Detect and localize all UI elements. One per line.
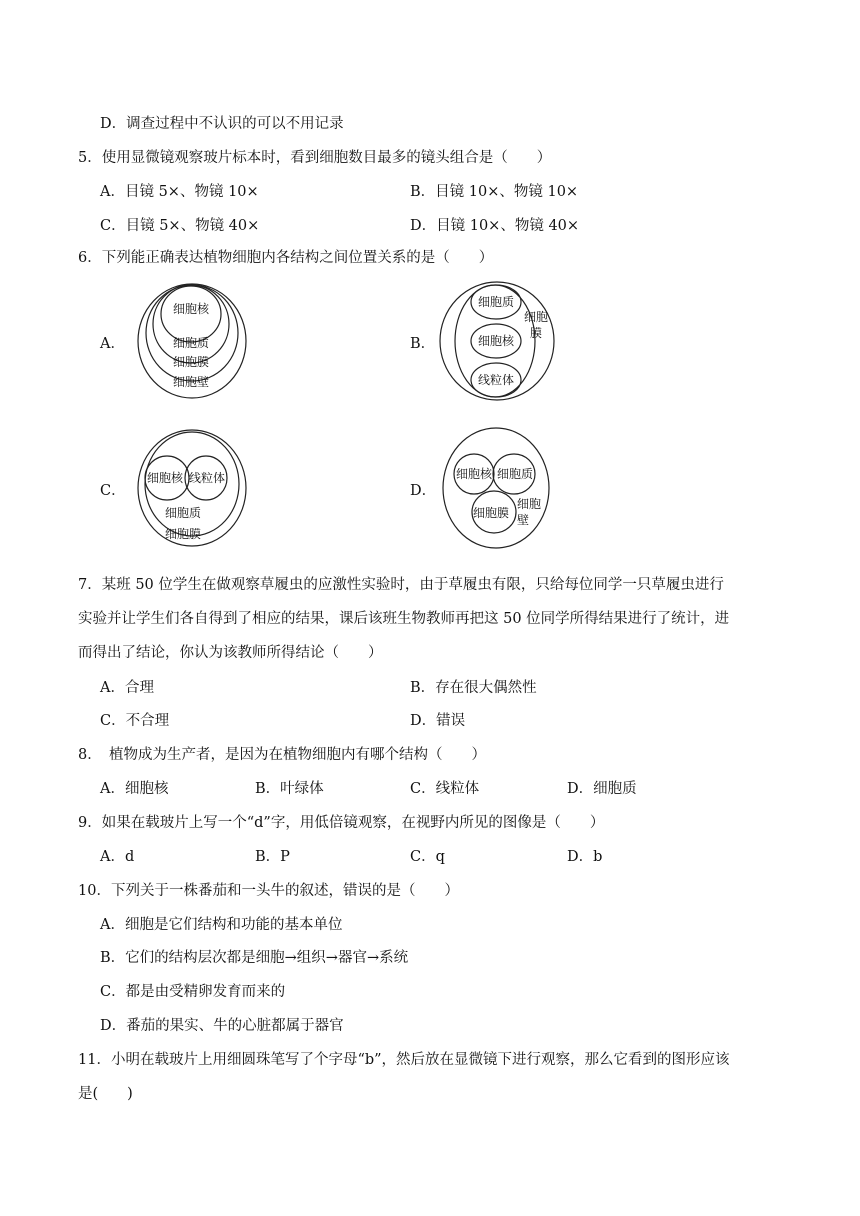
- q8-stem: 8． 植物成为生产者，是因为在植物细胞内有哪个结构（ ）: [78, 747, 486, 763]
- q8-option-c: C．线粒体: [410, 781, 480, 797]
- q5-option-c: C．目镜 5×、物镜 40×: [100, 218, 260, 234]
- q4-option-d: D．调查过程中不认识的可以不用记录: [100, 116, 344, 132]
- q9-stem: 9．如果在载玻片上写一个“d”字，用低倍镜观察，在视野内所见的图像是（ ）: [78, 815, 605, 831]
- fig-d-wall-label-2: 壁: [516, 513, 530, 527]
- fig-a-nucleus-label: 细胞核: [172, 302, 210, 316]
- q6-figure-d: [441, 426, 551, 554]
- q5-stem: 5．使用显微镜观察玻片标本时，看到细胞数目最多的镜头组合是（ ）: [78, 150, 552, 166]
- fig-d-nucleus-label: 细胞核: [455, 467, 493, 481]
- q10-option-d: D．番茄的果实、牛的心脏都属于器官: [100, 1018, 344, 1034]
- fig-d-wall-label-1: 细胞: [516, 497, 542, 511]
- q7-stem-line-2: 实验并让学生们各自得到了相应的结果，课后该班生物教师再把这 50 位同学所得结果进行了统计，进: [78, 611, 730, 627]
- q6-label-c: C．: [100, 483, 126, 499]
- q9-option-a: A．d: [100, 849, 135, 865]
- q6-figure-b: [438, 280, 558, 406]
- q6-label-d: D．: [410, 483, 437, 499]
- fig-b-nucleus-label: 细胞核: [477, 334, 515, 348]
- q6-stem: 6．下列能正确表达植物细胞内各结构之间位置关系的是（ ）: [78, 250, 494, 266]
- fig-b-cytoplasm-label: 细胞质: [477, 295, 515, 309]
- q7-stem-line-3: 而得出了结论，你认为该教师所得结论（ ）: [78, 645, 383, 661]
- fig-c-cytoplasm-label: 细胞质: [164, 506, 202, 520]
- q5-option-d: D．目镜 10×、物镜 40×: [410, 218, 580, 234]
- q11-stem-line-1: 11．小明在载玻片上用细圆珠笔写了个字母“b”，然后放在显微镜下进行观察，那么它看到的图形应该: [78, 1052, 730, 1068]
- fig-c-mitochondria-label: 线粒体: [188, 471, 226, 485]
- q9-option-d: D．b: [567, 849, 603, 865]
- q8-option-b: B．叶绿体: [255, 781, 324, 797]
- fig-b-membrane-label-2: 膜: [529, 326, 543, 340]
- fig-b-membrane-label-1: 细胞: [523, 310, 549, 324]
- fig-c-membrane-label: 细胞膜: [164, 527, 202, 541]
- q10-option-a: A．细胞是它们结构和功能的基本单位: [100, 917, 343, 933]
- q6-figure-a: [136, 282, 248, 404]
- q6-figure-c: [136, 428, 248, 552]
- q7-option-b: B．存在很大偶然性: [410, 680, 537, 696]
- q6-label-a: A．: [100, 336, 125, 352]
- fig-c-nucleus-label: 细胞核: [146, 471, 184, 485]
- fig-d-membrane-label: 细胞膜: [472, 506, 510, 520]
- fig-d-cytoplasm-label: 细胞质: [496, 467, 534, 481]
- q7-option-c: C．不合理: [100, 713, 170, 729]
- q8-option-a: A．细胞核: [100, 781, 169, 797]
- q7-option-a: A．合理: [100, 680, 154, 696]
- q9-option-c: C．q: [410, 849, 445, 865]
- q5-option-b: B．目镜 10×、物镜 10×: [410, 184, 579, 200]
- fig-a-wall-label: 细胞壁: [172, 375, 210, 389]
- q11-stem-line-2: 是( ): [78, 1086, 133, 1102]
- q10-option-c: C．都是由受精卵发育而来的: [100, 984, 286, 1000]
- q10-stem: 10．下列关于一株番茄和一头牛的叙述，错误的是（ ）: [78, 883, 459, 899]
- q7-stem-line-1: 7．某班 50 位学生在做观察草履虫的应激性实验时，由于草履虫有限，只给每位同学一只草履虫进行: [78, 577, 724, 593]
- fig-b-mitochondria-label: 线粒体: [477, 373, 515, 387]
- q6-label-b: B．: [410, 336, 436, 352]
- q7-option-d: D．错误: [410, 713, 466, 729]
- q8-option-d: D．细胞质: [567, 781, 637, 797]
- q5-option-a: A．目镜 5×、物镜 10×: [100, 184, 259, 200]
- fig-a-membrane-label: 细胞膜: [172, 355, 210, 369]
- fig-a-cytoplasm-label: 细胞质: [172, 336, 210, 350]
- q10-option-b: B．它们的结构层次都是细胞→组织→器官→系统: [100, 950, 409, 966]
- q9-option-b: B．P: [255, 849, 290, 865]
